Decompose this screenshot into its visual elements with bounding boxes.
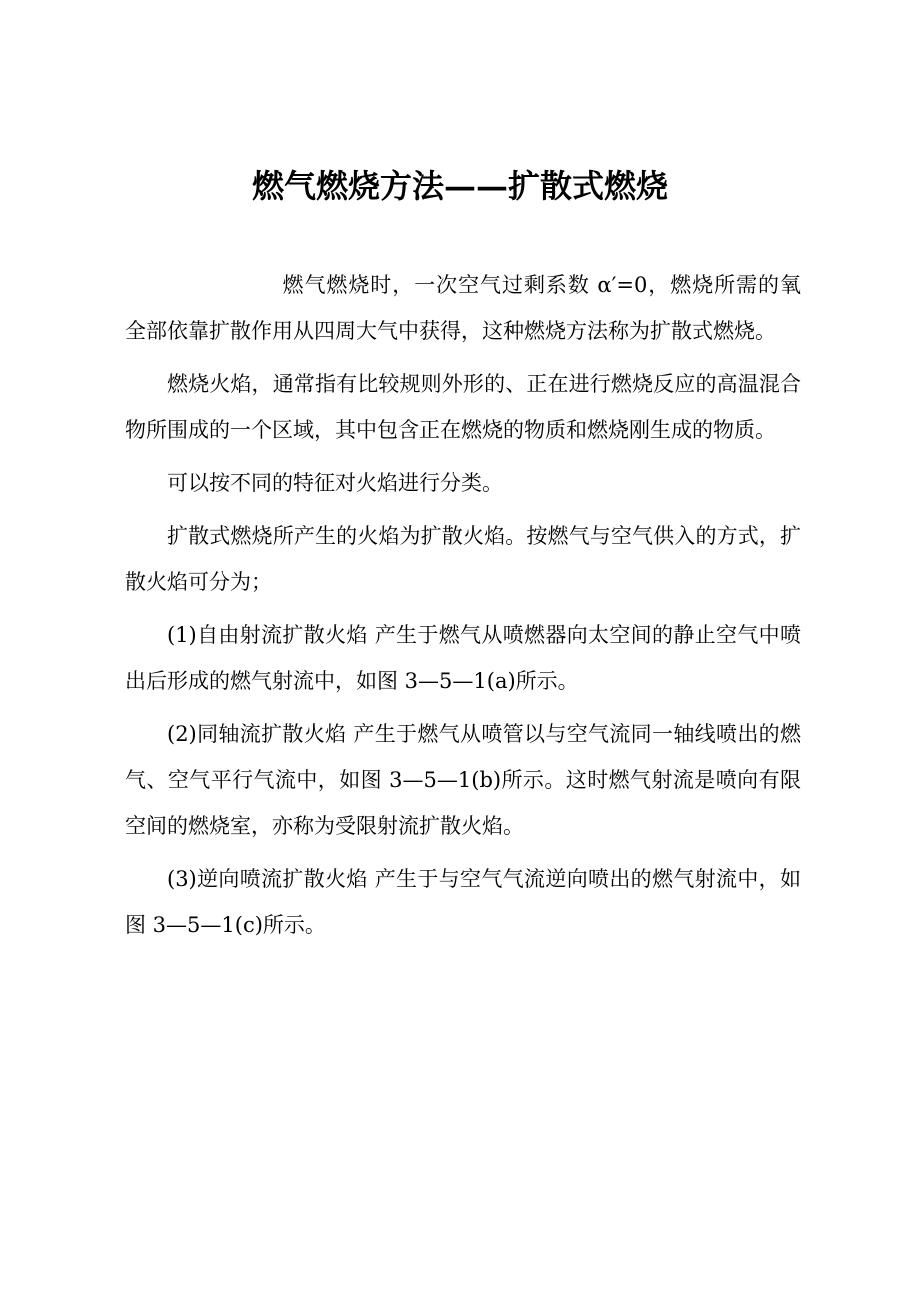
document-title: 燃气燃烧方法——扩散式燃烧 xyxy=(251,167,668,205)
paragraph-coaxial-flow-flame: (2)同轴流扩散火焰 产生于燃气从喷管以与空气流同一轴线喷出的燃气、空气平行气流中，如图 3—5—1(b)所示。这时燃气射流是喷向有限空间的燃烧室，亦称为受限射流扩散火焰。 xyxy=(125,722,801,838)
paragraph-counterflow-flame: (3)逆向喷流扩散火焰 产生于与空气气流逆向喷出的燃气射流中，如图 3—5—1(c)所示。 xyxy=(125,867,801,937)
paragraph-diffusion-definition: 燃气燃烧时，一次空气过剩系数 α′=0，燃烧所需的氧全部依靠扩散作用从四周大气中获得，这种燃烧方法称为扩散式燃烧。 xyxy=(125,273,801,343)
document-body xyxy=(125,262,801,955)
paragraph-diffusion-flame-types: 扩散式燃烧所产生的火焰为扩散火焰。按燃气与空气供入的方式，扩散火焰可分为； xyxy=(125,524,801,594)
paragraph-flame-classification: 可以按不同的特征对火焰进行分类。 xyxy=(167,471,503,495)
paragraph-flame-definition: 燃烧火焰，通常指有比较规则外形的、正在进行燃烧反应的高温混合物所围成的一个区域，其中包含正在燃烧的物质和燃烧刚生成的物质。 xyxy=(125,372,801,442)
paragraph-free-jet-flame: (1)自由射流扩散火焰 产生于燃气从喷燃器向太空间的静止空气中喷出后形成的燃气射流中，如图 3—5—1(a)所示。 xyxy=(125,623,801,693)
